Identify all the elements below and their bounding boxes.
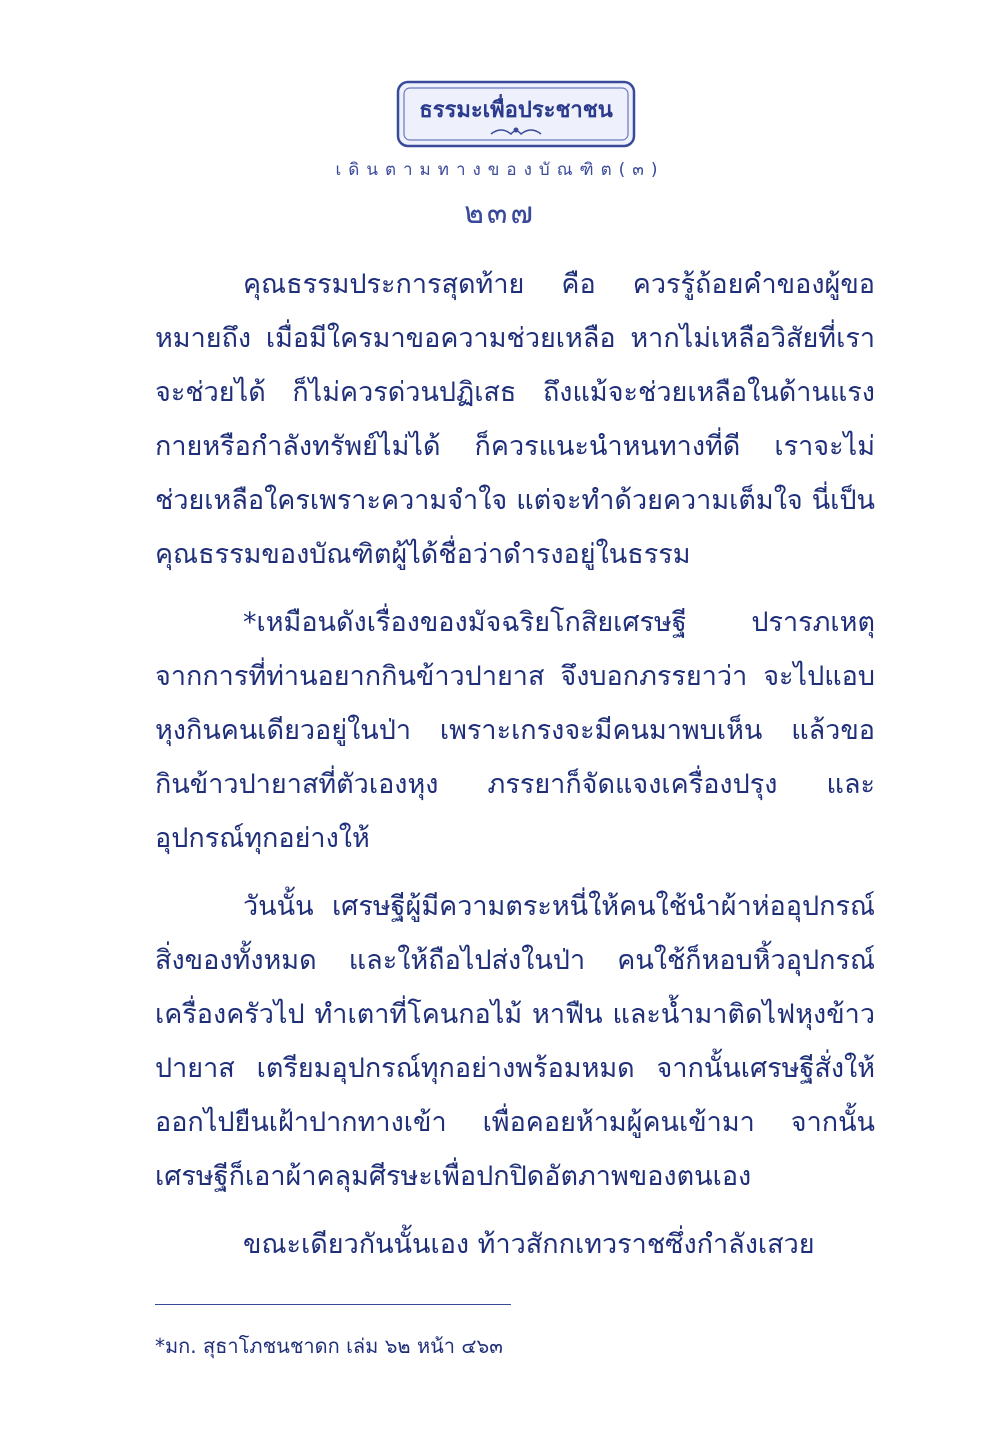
paragraph-line: หุงกินคนเดียวอยู่ในป่า เพราะเกรงจะมีคนมาพบเห็น แล้วขอ bbox=[155, 715, 875, 746]
paragraph-line: วันนั้น เศรษฐีผู้มีความตระหนี่ให้คนใช้นำผ้าห่ออุปกรณ์ bbox=[243, 891, 875, 922]
paragraph-line: เศรษฐีก็เอาผ้าคลุมศีรษะเพื่อปกปิดอัตภาพของตนเอง bbox=[155, 1161, 752, 1192]
page-number: ๒๓๗ bbox=[464, 196, 536, 231]
paragraph-line: ขณะเดียวกันนั้นเอง ท้าวสักกเทวราชซึ่งกำลังเสวย bbox=[243, 1229, 815, 1260]
paragraph-line: กินข้าวปายาสที่ตัวเองหุง ภรรยาก็จัดแจงเครื่องปรุง และ bbox=[155, 769, 875, 800]
paragraph-line: คุณธรรมประการสุดท้าย คือ ควรรู้ถ้อยคำของผู้ขอ bbox=[243, 269, 875, 300]
paragraph-line: *เหมือนดังเรื่องของมัจฉริยโกสิยเศรษฐี ปรารภเหตุ bbox=[243, 607, 875, 638]
paragraph-line: เครื่องครัวไป ทำเตาที่โคนกอไม้ หาฟืน และน้ำมาติดไฟหุงข้าว bbox=[155, 999, 875, 1030]
paragraph-line: อุปกรณ์ทุกอย่างให้ bbox=[155, 823, 370, 854]
paragraph-line: หมายถึง เมื่อมีใครมาขอความช่วยเหลือ หากไม่เหลือวิสัยที่เรา bbox=[155, 323, 875, 354]
header-logo bbox=[396, 80, 636, 148]
body-text bbox=[155, 258, 875, 1272]
paragraph-line: ออกไปยืนเฝ้าปากทางเข้า เพื่อคอยห้ามผู้คนเข้ามา จากนั้น bbox=[155, 1107, 875, 1138]
logo-title: ธรรมะเพื่อประชาชน bbox=[419, 98, 613, 123]
footnote-divider bbox=[155, 1304, 511, 1305]
paragraph-line: คุณธรรมของบัณฑิตผู้ได้ชื่อว่าดำรงอยู่ในธรรม bbox=[155, 539, 691, 570]
paragraph-line: ปายาส เตรียมอุปกรณ์ทุกอย่างพร้อมหมด จากนั้นเศรษฐีสั่งให้ bbox=[155, 1053, 875, 1084]
paragraph-line: กายหรือกำลังทรัพย์ไม่ได้ ก็ควรแนะนำหนทางที่ดี เราจะไม่ bbox=[155, 431, 875, 462]
paragraph-line: จะช่วยได้ ก็ไม่ควรด่วนปฏิเสธ ถึงแม้จะช่วยเหลือในด้านแรง bbox=[155, 377, 875, 408]
paragraph-line: สิ่งของทั้งหมด และให้ถือไปส่งในป่า คนใช้ก็หอบหิ้วอุปกรณ์ bbox=[155, 945, 875, 976]
paragraph-line: จากการที่ท่านอยากกินข้าวปายาส จึงบอกภรรยาว่า จะไปแอบ bbox=[155, 661, 875, 692]
paragraph-line: ช่วยเหลือใครเพราะความจำใจ แต่จะทำด้วยความเต็มใจ นี่เป็น bbox=[155, 485, 875, 516]
chapter-subtitle: เดินตามทางของบัณฑิต(๓) bbox=[335, 160, 665, 180]
footnote: *มก. สุธาโภชนชาดก เล่ม ๖๒ หน้า ๔๖๓ bbox=[155, 1334, 503, 1358]
